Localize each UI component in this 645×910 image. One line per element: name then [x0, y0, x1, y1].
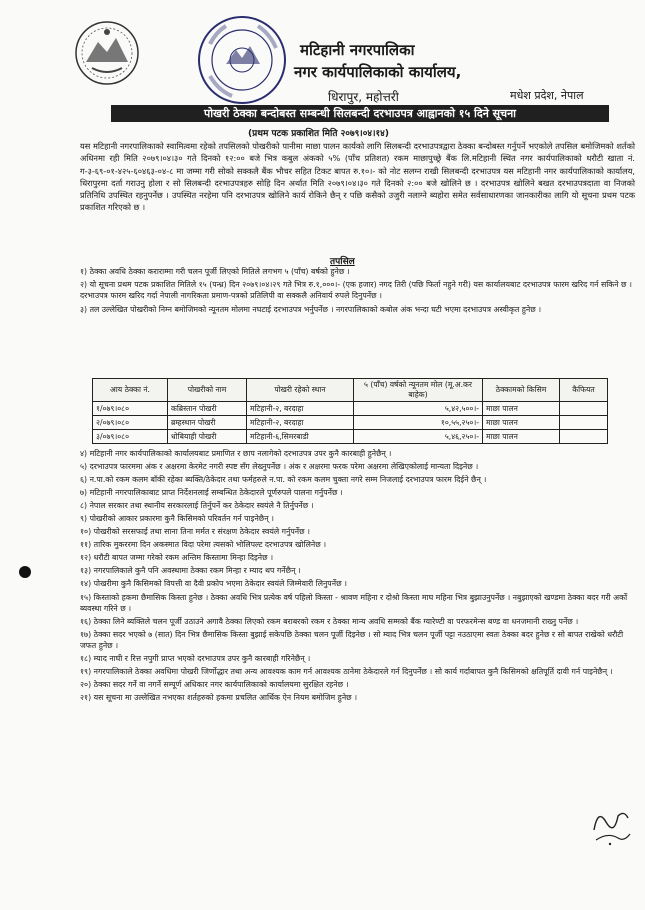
table-row — [93, 416, 608, 430]
office-title: नगर कार्यपालिकाको कार्यालय, — [294, 63, 462, 81]
table-cell: कब्रिस्तान पोखरी — [168, 402, 247, 416]
province-label: मधेश प्रदेश, नेपाल — [510, 89, 584, 102]
condition-item: १३) नगरपालिकाले कुनै पनि अवस्थामा ठेक्का रकम मिन्हा र म्याद थप गर्नेछैन् । — [80, 566, 301, 576]
signature-icon — [588, 800, 634, 848]
table-cell — [560, 402, 608, 416]
notice-banner: पोखरी ठेक्का बन्दोबस्त सम्बन्धी सिलबन्दी दरभाउपत्र आह्वानको १५ दिने सूचना — [111, 105, 609, 122]
condition-item: १९) नगरपालिकाले ठेक्का अवधिमा पोखरी जिर्णोद्धार तथा अन्य आवश्यक काम गर्न आवश्यक ठानेमा ठेकेदारले गर्न दिनुपर्नेछ । सो कार्य गर्दाबापत कुनै किसिमको क्षतिपूर्ति दावी गर्न पाइनेछैन् । — [80, 666, 613, 676]
table-cell: धोबियाही पोखरी — [168, 430, 247, 444]
condition-item: १८) म्याद नाघी र रित्त नपुगी प्राप्त भएको दरभाउपत्र उपर कुनै कारबाही गरिनेछैन् । — [80, 653, 311, 663]
condition-item: २०) ठेक्का सदर गर्ने वा नगर्ने सम्पूर्ण अधिकार नगर कार्यपालिकाको कार्यालयमा सुरक्षित रहनेछ । — [80, 679, 349, 689]
column-header: ठेक्कामको किसिम — [483, 379, 560, 402]
condition-item: ६) न.पा.को रकम कलम बाँकी रहेका ब्यक्ति/ठेकेदार तथा फर्महरुले न.पा. को रकम कलम चुक्ता नगरे सम्म निजलाई दरभाउपत्र फारम दिईने छैन् । — [80, 475, 487, 485]
condition-item: ८) नेपाल सरकार तथा स्थानीय सरकारलाई तिर्नुपर्ने कर ठेकेदार स्वयंले नै तिर्नुपर्नेछ । — [80, 501, 314, 511]
table-cell: १०,५५,२५०।- — [354, 416, 483, 430]
punch-hole-icon — [19, 566, 31, 578]
notice-intro: यस मटिहानी नगरपालिकाको स्वामित्वमा रहेको तपसिलको पोखरीको पानीमा माछा पालन कार्यको लागि सिलबन्दी दरभाउपत्रद्वारा ठेक्का बन्दोबस्त गर्नुपर्ने भएकोले तपसिल बमोजिमको शर्तको अधिनमा रही मिति २०७९।०४।३० गते दिनको १२:०० बजे भित्र कबुल अंकको ५% (पाँच प्रतिशत) रकम माछापुच्छ्रे बैंक लि.मटिहानी स्थित नगर कार्यपालिकाको धरौटी खाता नं. ग-३-६९-०१-४२५-६०४६३-०४-८ मा जम्मा गरी सोको सक्कलै बैंक भौचर सहित टिकट बापत रु.१०।- को नोट सलग्न राखी सिलबन्दी दरभाउपत्र यस मटिहानी नगर कार्यपालिकाको कार्यालय, धिरापुरमा दर्ता गराउनु होला र सो सिलबन्दी दरभाउपत्रहरु सोहि दिन अर्थात मिति २०७९।०४।३० गते दिनको २:०० बजे खोलिने छ । दरभाउपत्र खोलिने बखत दरभाउपत्रदाता वा निजको प्रतिनिधि उपस्थित रहनुपर्नेछ । उपस्थित नरहेमा पनि दरभाउपत्र खोलिने कार्य रोकिने छैन् र पछि कसैको उजुरी नलाग्ने ब्यहोरा समेत सर्वसाधारणका जानकारीका लागि यो सूचना प्रथम पटक प्रकाशित गरिएको छ । — [80, 141, 635, 213]
condition-item: २१) यस सूचना मा उल्लेखित नभएका शर्तहरुको हकमा प्रचलित आर्थिक ऐन नियम बमोजिम हुनेछ । — [80, 692, 358, 702]
table-cell: ५,४२,५००।- — [354, 402, 483, 416]
table-cell: ५,४६,२५०।- — [354, 430, 483, 444]
table-cell: मटिहानी-२, बरदाहा — [247, 416, 354, 430]
conditions-list-bottom — [80, 448, 635, 705]
condition-item: १) ठेक्का अवधि ठेक्का कराराम्मा गरी चलन पूर्जी लिएको मितिले लगभग ५ (पाँच) बर्षको हुनेछ । — [80, 267, 350, 276]
table-header-row — [93, 379, 608, 402]
column-header: आय ठेक्का नं. — [93, 379, 168, 402]
table-cell: माछा पालन — [483, 430, 560, 444]
condition-item: ४) मटिहानी नगर कार्यपालिकाको कार्यालयबाट प्रमाणित र छाप नलागेको दरभाउपत्र उपर कुनै कारबाही हुनेछैन् । — [80, 449, 392, 458]
publication-date: (प्रथम पटक प्रकाशित मिति २०७९।०४।१४) — [248, 129, 389, 139]
condition-item: ५) दरभाउपत्र फारममा अंक र अक्षरमा केरमेट नगरी स्पष्ट सँग लेख्नुपर्नेछ । अंक र अक्षरमा फरक परेमा अक्षरमा लेखिएकोलाई मान्यता दिइनेछ । — [80, 462, 479, 472]
municipality-seal-icon — [196, 14, 288, 106]
table-cell — [560, 430, 608, 444]
office-location: धिरापुर, महोत्तरी — [328, 90, 399, 104]
condition-item: १०) पोखरीको सरसफाई तथा साना तिना मर्मत र संरक्षण ठेकेदार स्वयंले गर्नुपर्नेछ । — [80, 527, 310, 537]
condition-item: १५) किस्ताको हकमा छैमासिक किस्ता हुनेछ । ठेक्का अवधि भित्र प्रत्येक वर्ष पहिलो किस्ता - श्रावण महिना र दोश्रो किस्ता माघ महिना भित्र बुझाउनुपर्नेछ । नबुझाएको खण्डमा ठेक्का बदर गरी अर्को ब्यवस्था गरिने छ । — [80, 592, 628, 613]
condition-item: १४) पोखरीमा कुनै किसिमको विपत्ती वा दैवी प्रकोप भएमा ठेकेदार स्वयंले जिम्मेवारी लिनुपर्नेछ । — [80, 579, 347, 589]
table-cell: मटिहानी-२, बरदाहा — [247, 402, 354, 416]
conditions-list-top — [80, 266, 635, 317]
column-header: पोखरीको नाम — [168, 379, 247, 402]
municipality-title: मटिहानी नगरपालिका — [300, 41, 415, 59]
table-cell: ब्रम्हस्थान पोखरी — [168, 416, 247, 430]
condition-item: ३) तल उल्लेखित पोखरीको निम्न बमोजिमको न्यूनतम मोलमा नघटाई दरभाउपत्र भर्नुपर्नेछ । नगरपालिकाको कबोल अंक भन्दा घटी भएमा दरभाउपत्र अस्वीकृत हुनेछ । — [80, 304, 542, 314]
table-row — [93, 402, 608, 416]
table-cell: १/०७९।०८० — [93, 402, 168, 416]
schedule-heading: तपसिल — [330, 257, 355, 267]
table-cell: मटिहानी-६,सिमरबाडी — [247, 430, 354, 444]
table-cell: माछा पालन — [483, 402, 560, 416]
condition-item: ११) तारिक मुकररमा दिन अकस्मात विदा परेमा त्यसको भोलिपल्ट दरभाउपत्र खोलिनेछ । — [80, 540, 327, 550]
table-cell: माछा पालन — [483, 416, 560, 430]
condition-item: ९) पोखरीको आकार प्रकारमा कुनै किसिमको परिवर्तन गर्न पाइनेछैन् । — [80, 514, 275, 524]
column-header: कैफियत — [560, 379, 608, 402]
column-header: पोखरी रहेको स्थान — [247, 379, 354, 402]
condition-item: २) यो सूचना प्रथम पटक प्रकाशित मितिले १५ (पन्ध्र) दिन २०७९।०४।२९ गते भित्र रु.१,०००।- (एक हजार) नगद तिरी (पछि फिर्ता नहुने गरी) यस कार्यालयबाट दरभाउपत्र फारम खरिद गर्न सकिने छ । दरभाउपत्र फारम खरिद गर्दा नेपाली नागरिकता प्रमाण-पत्रको प्रतिलिपी वा सक्कलै अनिवार्य रुपले दिनुपर्नेछ । — [80, 280, 632, 301]
nepal-emblem-icon — [72, 18, 142, 88]
pond-table — [92, 378, 608, 444]
table-row — [93, 430, 608, 444]
column-header: ५ (पाँच) वर्षको न्यूनतम मोल (मू.अ.कर बाहेक) — [354, 379, 483, 402]
condition-item: १२) धरौटी बापत जम्मा गरेको रकम अन्तिम किस्तामा मिन्हा दिइनेछ । — [80, 553, 274, 563]
table-cell — [560, 416, 608, 430]
condition-item: १७) ठेक्का सदर भएको ७ (सात) दिन भित्र छैमासिक किस्ता बुझाई सकेपछि ठेक्का चलन पूर्जी दिइनेछ । सो म्याद भित्र चलन पूर्जी पट्टा नउठाएमा स्वतः ठेक्का बदर हुनेछ र सो बापत राखेको धरौटी जफत हुनेछ । — [80, 629, 624, 650]
table-cell: ३/०७९।०८० — [93, 430, 168, 444]
table-cell: २/०७९।०८० — [93, 416, 168, 430]
condition-item: १६) ठेक्का लिने ब्यक्तिले चलन पूर्जी उठाउने अगावै ठेक्का लिएको रकम बराबरको रकम र ठेक्का मान्य अवधि सम्मको बैंक ग्यारेण्टी वा परफरमेन्स बण्ड वा धनजमानी राख्नु पर्नेछ । — [80, 616, 579, 626]
condition-item: ७) मटिहानी नगरपालिकाबाट प्राप्त निर्देशनलाई सम्बन्धित ठेकेदारले पूर्णरुपले पालना गर्नुपर्नेछ । — [80, 488, 343, 498]
